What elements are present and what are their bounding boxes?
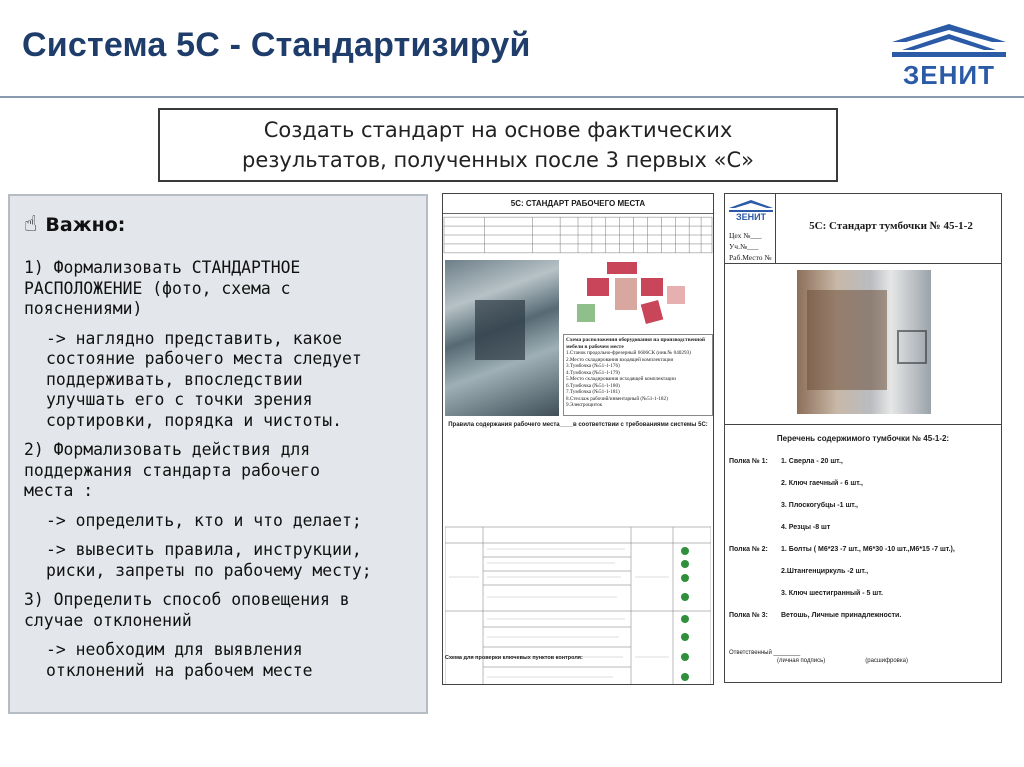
doc-logo-text: ЗЕНИТ: [735, 212, 767, 222]
schema-item: 6.Тумбочка (№51-1-180): [566, 382, 620, 389]
schema-item: 7.Тумбочка (№51-1-181): [566, 389, 620, 395]
subtitle-box: [158, 108, 838, 182]
shelf-2-item: 2.Штангенциркуль -2 шт.,: [781, 568, 869, 575]
schema-item: 4.Тумбочка (№51-1-179): [566, 369, 620, 376]
logo-text: ЗЕНИТ: [903, 60, 995, 90]
schema-item: 9.Электрощиток: [566, 402, 603, 408]
workplace-layout-schema: [563, 260, 711, 330]
shelf-1-item: 4. Резцы -8 шт: [781, 524, 831, 531]
zenit-logo: [888, 20, 1010, 90]
point-1-explanation: -> наглядно представить, какое состояние рабочего места следует поддерживать, впоследствии улучшать его с точки зрения сортировки, порядка и чистоты.: [46, 328, 362, 430]
point-1: 1) Формализовать СТАНДАРТНОЕ РАСПОЛОЖЕНИЕ (фото, схема с пояснениями): [24, 258, 301, 318]
rules-table: [445, 432, 711, 685]
shelf-3-item: Ветошь, Личные принадлежности.: [781, 612, 902, 619]
shelf-3-label: Полка № 3:: [729, 612, 768, 619]
workplace-header-grid: [443, 216, 713, 254]
subtitle-line-1: Создать стандарт на основе фактических: [263, 118, 733, 142]
important-panel: [8, 194, 428, 714]
point-3: 3) Определить способ оповещения в случае отклонений: [24, 590, 350, 630]
signature-line: Ответственный ________: [729, 650, 801, 656]
signature-personal-caption: (личная подпись): [777, 658, 826, 664]
workplace-standard-document: [442, 193, 714, 685]
pointing-hand-icon: ☝: [24, 212, 38, 237]
point-2-explanation-1: -> определить, кто и что делает;: [46, 510, 362, 530]
responsible-signature: [729, 650, 999, 664]
schema-item: 5.Место складирования исходящей комплектации: [566, 376, 676, 382]
shelf-1-item: 3. Плоскогубцы -1 шт.,: [781, 502, 858, 509]
title-divider: [0, 96, 1024, 98]
slide-title: Система 5С - Стандартизируй: [22, 26, 531, 64]
point-2-explanation-2: -> вывесить правила, инструкции, риски, запреты по рабочему месту;: [46, 540, 372, 580]
shelf-2-item: 1. Болты ( М6*23 -7 шт., М6*30 -10 шт.,М6*15 -7 шт.),: [781, 546, 955, 553]
shelf-2-label: Полка № 2:: [729, 546, 768, 553]
meta-section: Уч.№___: [729, 242, 759, 251]
cabinet-standard-document: [724, 193, 1002, 683]
zenit-logo-emblem-icon: [888, 20, 1010, 64]
point-2: 2) Формализовать действия для поддержания стандарта рабочего места :: [24, 440, 321, 500]
subtitle-line-2: результатов, полученных после 3 первых «С»: [241, 148, 755, 172]
important-heading: [24, 214, 412, 236]
doc-meta: [729, 230, 772, 263]
schema-item: 2.Место складирования входящей комплектации: [566, 356, 674, 363]
control-points-title: Схема для проверки ключевых пунктов контроля:: [445, 655, 583, 661]
schema-item: 3.Тумбочка (№51-1-176): [566, 363, 620, 369]
important-label: Важно:: [45, 213, 126, 236]
meta-workplace: Раб.Место №: [729, 253, 772, 262]
schema-item: 1.Станок продольно-фрезерный 6606СК (инв.№ 040293): [566, 350, 691, 356]
doc-logo: [727, 198, 775, 226]
shelf-1-item: 2. Ключ гаечный - 6 шт.,: [781, 480, 863, 487]
schema-legend-title: Схема расположения оборудования на производственной мебели в рабочем месте: [566, 337, 706, 350]
shelf-2-item: 3. Ключ шестигранный - 5 шт.: [781, 590, 883, 597]
workplace-photo: [445, 260, 559, 416]
workplace-standard-title: 5С: СТАНДАРТ РАБОЧЕГО МЕСТА: [443, 194, 713, 214]
cabinet-photo: [797, 270, 931, 414]
signature-decode-caption: (расшифровка): [865, 658, 908, 664]
control-points-note: [445, 656, 711, 661]
meta-shop: Цех №___: [729, 231, 762, 240]
cabinet-standard-header: [725, 194, 1001, 264]
shelf-1-label: Полка № 1:: [729, 458, 768, 465]
cabinet-contents-title: Перечень содержимого тумбочки № 45-1-2:: [776, 434, 950, 443]
schema-legend: [563, 334, 713, 416]
schema-item: 8.Стеллаж рабочий/инвентарный (№51-1-182): [566, 395, 668, 402]
rules-table-title: Правила содержания рабочего места____в соответствии с требованиями системы 5С:: [448, 422, 708, 428]
point-3-explanation: -> необходим для выявления отклонений на рабочем месте: [46, 640, 313, 680]
shelf-1-item: 1. Сверла - 20 шт.,: [781, 458, 843, 465]
cabinet-standard-title: 5С: Стандарт тумбочки № 45-1-2: [809, 220, 973, 232]
